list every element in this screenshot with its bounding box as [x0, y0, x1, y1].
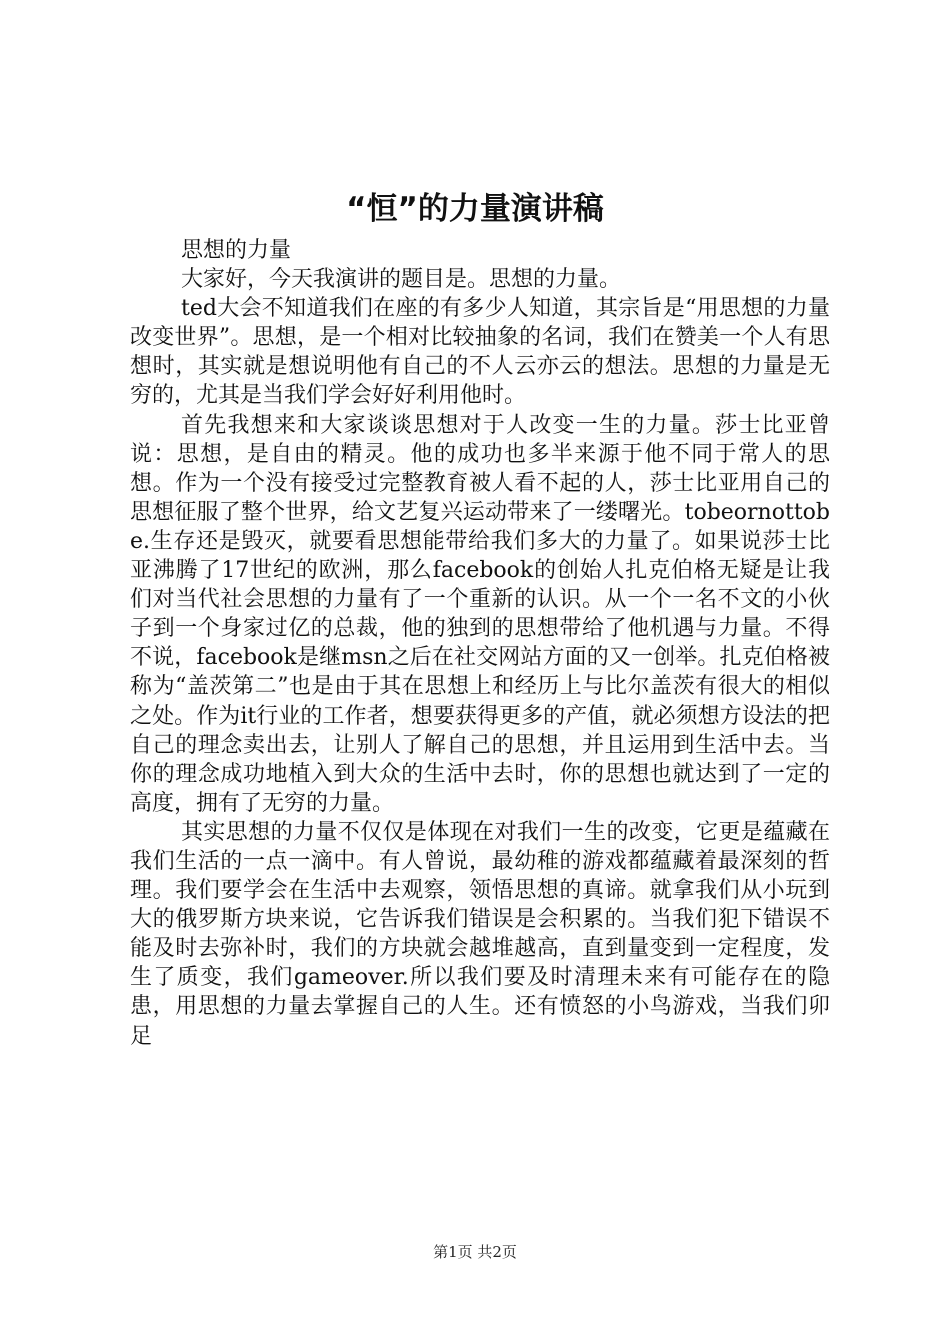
- page-footer: 第1页 共2页: [433, 1243, 517, 1261]
- paragraph-daily-life: 其实思想的力量不仅仅是体现在对我们一生的改变，它更是蕴藏在我们生活的一点一滴中。有人曾说，最幼稚的游戏都蕴藏着最深刻的哲理。我们要学会在生活中去观察，领悟思想的真谛。就拿我们从小玩到大的俄罗斯方块来说，它告诉我们错误是会积累的。当我们犯下错误不能及时去弥补时，我们的方块就会越堆越高，直到量变到一定程度，发生了质变，我们gameover.所以我们要及时清理未来有可能存在的隐患，用思想的力量去掌握自己的人生。还有愤怒的小鸟游戏，当我们卯足: [130, 819, 830, 1049]
- paragraph-ted: ted大会不知道我们在座的有多少人知道，其宗旨是“用思想的力量改变世界”。思想，是一个相对比较抽象的名词，我们在赞美一个人有思想时，其实就是想说明他有自己的不人云亦云的想法。思想的力量是无穷的，尤其是当我们学会好好利用他时。: [130, 296, 830, 409]
- document-title: “恒”的力量演讲稿: [346, 191, 604, 227]
- document-body: [130, 236, 830, 1051]
- paragraph-greeting: 大家好，今天我演讲的题目是。思想的力量。: [181, 267, 622, 293]
- paragraph-life-change: 首先我想来和大家谈谈思想对于人改变一生的力量。莎士比亚曾说：思想，是自由的精灵。他的成功也多半来源于他不同于常人的思想。作为一个没有接受过完整教育被人看不起的人，莎士比亚用自己的思想征服了整个世界，给文艺复兴运动带来了一缕曙光。tobeornottobe.生存还是毁灭，就要看思想能带给我们多大的力量了。如果说莎士比亚沸腾了17世纪的欧洲，那么facebook的创始人扎克伯格无疑是让我们对当代社会思想的力量有了一个重新的认识。从一个一名不文的小伙子到一个身家过亿的总裁，他的独到的思想带给了他机遇与力量。不得不说，facebook是继msn之后在社交网站方面的又一创举。扎克伯格被称为“盖茨第二”也是由于其在思想上和经历上与比尔盖茨有很大的相似之处。作为it行业的工作者，想要获得更多的产值，就必须想方设法的把自己的理念卖出去，让别人了解自己的思想，并且运用到生活中去。当你的理念成功地植入到大众的生活中去时，你的思想也就达到了一定的高度，拥有了无穷的力量。: [130, 412, 830, 816]
- paragraph-subtitle: 思想的力量: [181, 238, 292, 263]
